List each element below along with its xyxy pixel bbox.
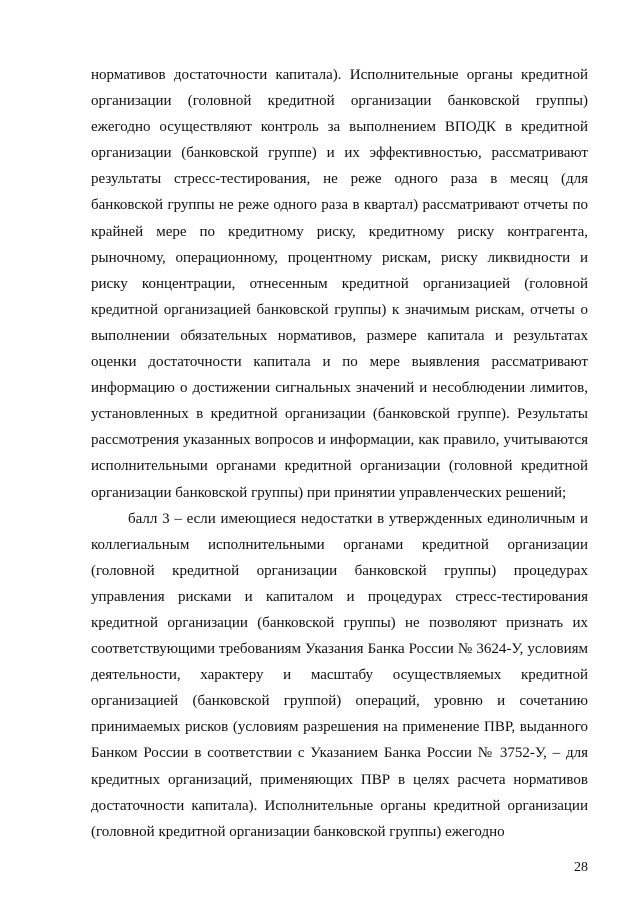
page-number: 28 <box>574 860 588 875</box>
paragraph-continuation: нормативов достаточности капитала). Исполнительные органы кредитной организации (головной кредитной организации банковской группы) ежегодно осуществляют контроль за выполнением ВПОДК в кредитной организации (банковской группе) и их эффективностью, рассматривают результаты стресс-тестирования, не реже одного раза в месяц (для банковской группы не реже одного раза в квартал) рассматривают отчеты по крайней мере по кредитному риску, кредитному риску контрагента, рыночному, операционному, процентному рискам, риску ликвидности и риску концентрации, отнесенным кредитной организацией (головной кредитной организацией банковской группы) к значимым рискам, отчеты о выполнении обязательных нормативов, размере капитала и результатах оценки достаточности капитала и по мере выявления рассматривают информацию о достижении сигнальных значений и несоблюдении лимитов, установленных в кредитной организации (банковской группе). Результаты рассмотрения указанных вопросов и информации, как правило, учитываются исполнительными органами кредитной организации (головной кредитной организации банковской группы) при принятии управленческих решений; <box>91 67 588 501</box>
document-body <box>91 62 588 845</box>
paragraph-score-3: балл 3 – если имеющиеся недостатки в утвержденных единоличным и коллегиальным исполнительными органами кредитной организации (головной кредитной организации банковской группы) процедурах управления рисками и капиталом и процедурах стресс-тестирования кредитной организации (банковской группы) не позволяют признать их соответствующими требованиям Указания Банка России № 3624-У, условиям деятельности, характеру и масштабу осуществляемых кредитной организацией (банковской группой) операций, уровню и сочетанию принимаемых рисков (условиям разрешения на применение ПВР, выданного Банком России в соответствии с Указанием Банка России № 3752-У, – для кредитных организаций, применяющих ПВР в целях расчета нормативов достаточности капитала). Исполнительные органы кредитной организации (головной кредитной организации банковской группы) ежегодно <box>91 510 588 840</box>
